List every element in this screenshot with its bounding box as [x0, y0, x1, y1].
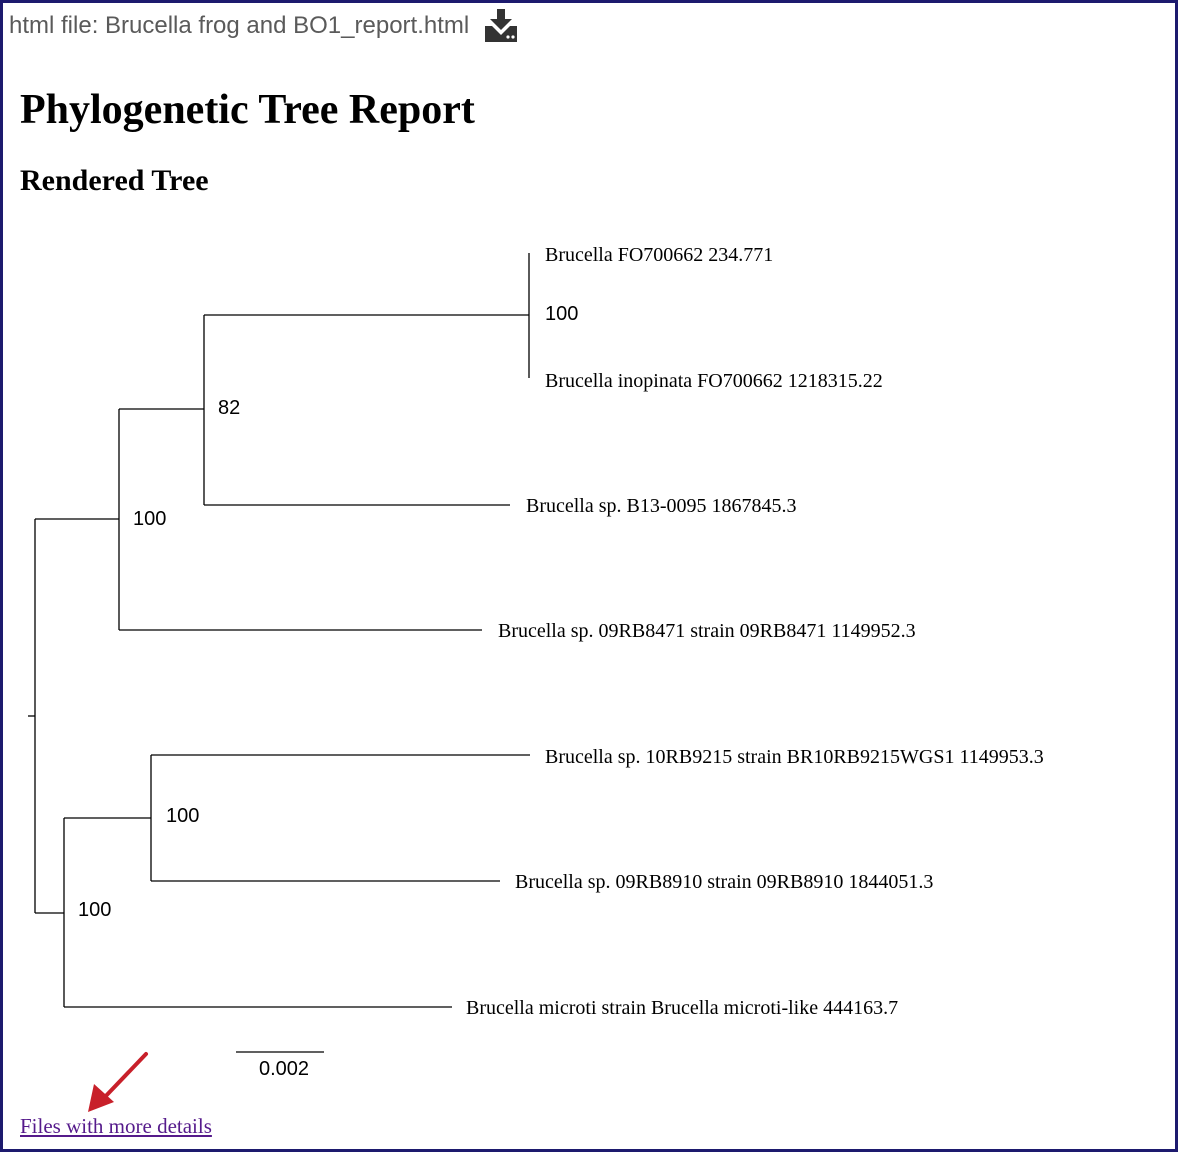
support-value: 100 — [545, 303, 579, 325]
leaf-label: Brucella sp. 09RB8910 strain 09RB8910 1844051.3 — [515, 871, 934, 893]
leaf-label: Brucella sp. 09RB8471 strain 09RB8471 1149952.3 — [498, 620, 916, 642]
files-with-more-details-link[interactable]: Files with more details — [20, 1114, 212, 1138]
support-value: 82 — [218, 397, 241, 419]
support-value: 100 — [166, 805, 200, 827]
leaf-label: Brucella sp. 10RB9215 strain BR10RB9215WGS1 1149953.3 — [545, 746, 1044, 768]
annotation-arrow-icon — [80, 1048, 160, 1118]
support-value: 100 — [133, 508, 167, 530]
leaf-label: Brucella microti strain Brucella microti-like 444163.7 — [466, 997, 899, 1019]
page-title: Phylogenetic Tree Report — [20, 87, 475, 133]
file-name-label: html file: Brucella frog and BO1_report.html — [9, 12, 470, 39]
leaf-label: Brucella FO700662 234.771 — [545, 244, 774, 266]
scale-bar-label: 0.002 — [259, 1058, 310, 1080]
section-title: Rendered Tree — [20, 164, 209, 197]
support-value: 100 — [78, 899, 112, 921]
leaf-label: Brucella sp. B13-0095 1867845.3 — [526, 495, 797, 517]
leaf-label: Brucella inopinata FO700662 1218315.22 — [545, 370, 883, 392]
